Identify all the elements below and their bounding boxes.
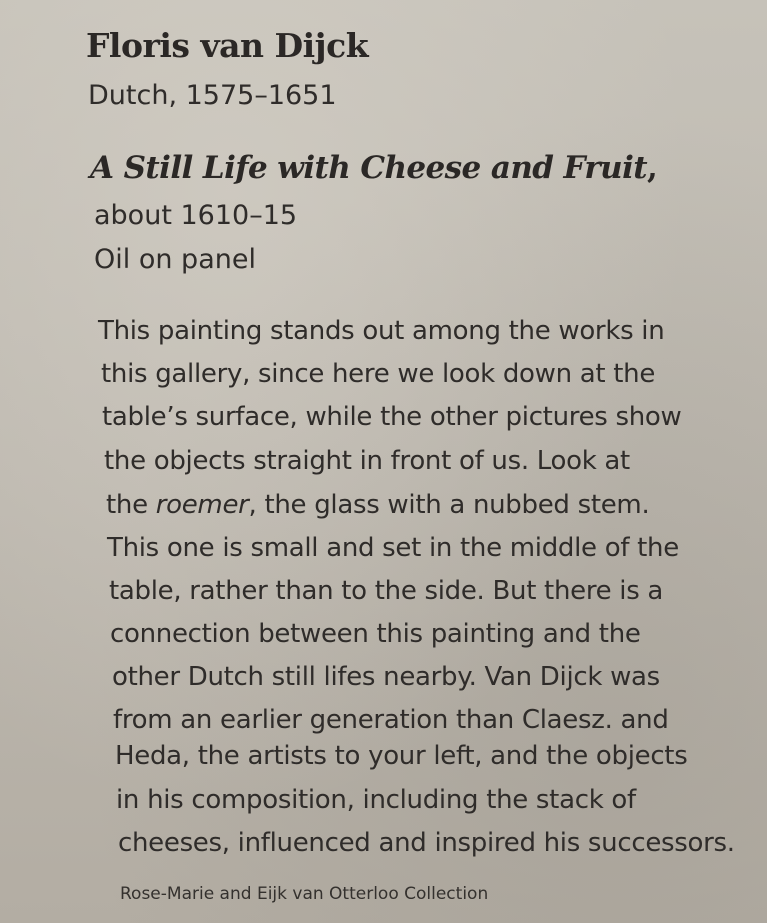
description-line: table’s surface, while the other pictures show xyxy=(102,402,682,432)
artwork-date: about 1610–15 xyxy=(94,200,298,231)
description-line: This painting stands out among the works in xyxy=(98,316,665,346)
description-line: other Dutch still lifes nearby. Van Dijck was xyxy=(112,662,660,692)
artist-name: Floris van Dijck xyxy=(86,26,369,65)
description-italic-term: roemer xyxy=(155,490,249,520)
description-line: cheeses, influenced and inspired his successors. xyxy=(118,828,735,858)
description-line: from an earlier generation than Claesz. and xyxy=(113,705,669,735)
description-text: , the glass with a nubbed stem. xyxy=(248,490,650,520)
description-text: the xyxy=(106,490,156,520)
artwork-title-text: A Still Life with Cheese and Fruit xyxy=(90,150,647,186)
artwork-title-punctuation: , xyxy=(646,150,658,186)
artist-nationality-dates: Dutch, 1575–1651 xyxy=(88,80,337,111)
description-line: table, rather than to the side. But there is a xyxy=(109,576,664,606)
description-line: this gallery, since here we look down at the xyxy=(101,359,656,389)
description-line: in his composition, including the stack of xyxy=(116,785,636,815)
description-line: the objects straight in front of us. Look at xyxy=(104,446,630,476)
description-line: Heda, the artists to your left, and the objects xyxy=(115,741,688,771)
description-line: connection between this painting and the xyxy=(110,619,641,649)
artwork-title xyxy=(90,150,657,186)
artwork-medium: Oil on panel xyxy=(94,244,256,275)
description-line: This one is small and set in the middle of the xyxy=(107,533,679,563)
description-line xyxy=(106,490,649,520)
collection-credit: Rose-Marie and Eijk van Otterloo Collection xyxy=(120,884,489,904)
